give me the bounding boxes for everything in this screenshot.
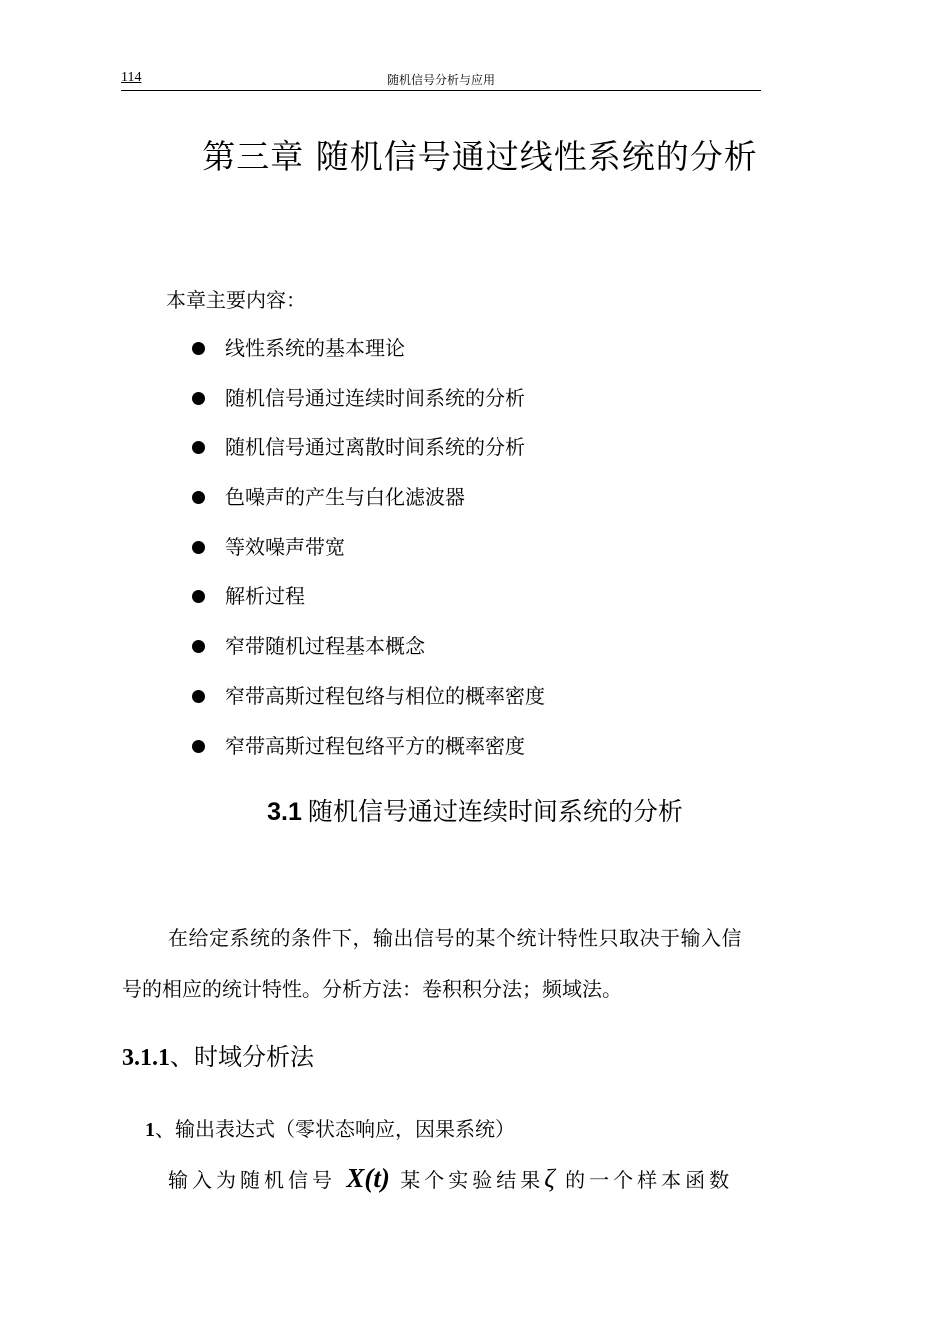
body-text-part2: 某个实验结果 [400, 1168, 545, 1192]
bullet-icon [192, 491, 205, 504]
page-header [121, 70, 761, 91]
bullet-icon [192, 690, 205, 703]
item-heading-text: 、输出表达式（零状态响应，因果系统） [155, 1117, 515, 1141]
math-zeta: ζ [544, 1164, 555, 1193]
list-item [192, 482, 545, 532]
book-title: 随机信号分析与应用 [386, 73, 495, 87]
list-item [192, 731, 545, 781]
section-title [0, 793, 950, 831]
section-title-text: 随机信号通过连续时间系统的分析 [307, 797, 683, 826]
bullet-icon [192, 441, 205, 454]
bullet-icon [192, 740, 205, 753]
subsection-title [122, 1040, 314, 1075]
list-item [192, 681, 545, 731]
item-number: 1 [145, 1119, 155, 1141]
bullet-icon [192, 640, 205, 653]
paragraph-line-1: 在给定系统的条件下，输出信号的某个统计特性只取决于输入信 [168, 926, 742, 950]
item-heading [145, 1114, 515, 1145]
list-item-text: 解析过程 [225, 584, 305, 609]
body-text-line [168, 1158, 733, 1200]
math-x-of-t: X(t) [346, 1163, 390, 1193]
body-text-part3: 的一个样本函数 [565, 1168, 734, 1192]
page-number: 114 [121, 70, 142, 85]
list-item-text: 线性系统的基本理论 [225, 336, 405, 360]
subsection-number: 3.1.1 [122, 1045, 170, 1071]
bullet-icon [192, 392, 205, 405]
list-item [192, 432, 545, 482]
summary-label: 本章主要内容： [166, 288, 306, 312]
list-item [192, 383, 545, 433]
subsection-title-text: 、时域分析法 [170, 1043, 314, 1071]
body-text-part1: 输入为随机信号 [168, 1168, 336, 1192]
list-item-text: 色噪声的产生与白化滤波器 [225, 485, 465, 510]
section-number: 3.1 [267, 798, 302, 826]
list-item-text: 随机信号通过离散时间系统的分析 [225, 435, 525, 460]
list-item [192, 581, 545, 631]
list-item-text: 窄带高斯过程包络平方的概率密度 [225, 733, 525, 758]
bullet-icon [192, 342, 205, 355]
list-item-text: 等效噪声带宽 [225, 534, 345, 559]
list-item-text: 随机信号通过连续时间系统的分析 [225, 385, 525, 410]
list-item [192, 532, 545, 582]
paragraph-line-2: 号的相应的统计特性。分析方法：卷积积分法；频域法。 [122, 977, 622, 1001]
list-item [192, 333, 545, 383]
topic-list [192, 333, 545, 780]
list-item-text: 窄带高斯过程包络与相位的概率密度 [225, 683, 545, 708]
bullet-icon [192, 541, 205, 554]
list-item-text: 窄带随机过程基本概念 [225, 634, 425, 659]
chapter-title: 第三章 随机信号通过线性系统的分析 [202, 137, 758, 176]
list-item [192, 631, 545, 681]
bullet-icon [192, 590, 205, 603]
